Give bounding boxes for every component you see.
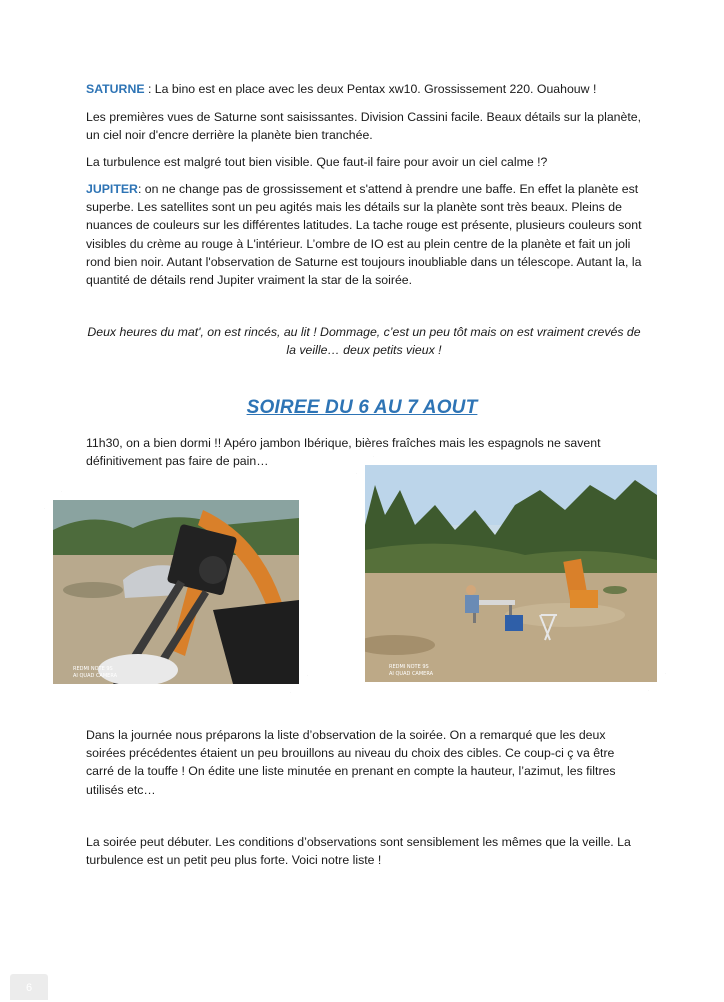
jupiter-text: : on ne change pas de grossissement et s'attend à prendre une baffe. En effet la planète est superbe. Les satellites sont un peu agités mais les détails sur la planète sont très beaux. Pleins de nuances de couleurs sur les différentes latitudes. La tache rouge est présente, plusieurs couleurs sont visibles du crème au rouge à L'intérieur. L’ombre de IO est au plein centre de la planète et fait un joli rond bien noir. Autant l'observation de Saturne est toujours inoubliable dans un télescope. Autant la, la quantité de détails rend Jupiter vraiment la star de la soirée. [86,182,642,288]
telescope-photo [44,491,308,693]
journee-paragraph: Dans la journée nous préparons la liste d’observation de la soirée. On a remarqué que les deux soirées précédentes étaient un peu brouillons au niveau du choix des cibles. Ce coup-ci ç va être carré de la touffe ! On édite une liste minutée en prenant en compte la hauteur, l’azimut, les filtres utilisés etc… [86,728,616,797]
left-watermark-2: AI QUAD CAMERA [73,673,118,679]
right-watermark-2: AI QUAD CAMERA [389,671,434,677]
jupiter-label: JUPITER [86,182,138,196]
camp-photo [356,456,666,691]
telescope-photo-image [53,500,299,684]
saturne-paragraph [86,80,642,98]
jupiter-paragraph [86,180,642,289]
soiree-paragraph: La soirée peut débuter. Les conditions d’observations sont sensiblement les mêmes que la veille. La turbulence est un petit peu plus forte. Voici notre liste ! [86,835,631,868]
intro-paragraph: 11h30, on a bien dormi !! Apéro jambon Ibérique, bières fraîches mais les espagnols ne savent définitivement pas faire de pain… [86,436,601,469]
right-watermark-1: REDMI NOTE 9S [389,664,429,670]
saturne-text: : La bino est en place avec les deux Pentax xw10. Grossissement 220. Ouahouw ! [144,82,597,96]
saturne-label: SATURNE [86,82,145,96]
turbulence-paragraph: La turbulence est malgré tout bien visible. Que faut-il faire pour avoir un ciel calme !? [86,155,548,169]
saturne-views-paragraph: Les premières vues de Saturne sont saisissantes. Division Cassini facile. Beaux détails sur la planète, un ciel noir d'encre derrière la planète bien tranchée. [86,110,642,143]
camp-photo-image [365,465,657,682]
italic-note: Deux heures du mat', on est rincés, au lit ! Dommage, c’est un peu tôt mais on est vraiment crevés de la veille… deux petits vieux ! [87,325,641,358]
left-watermark-1: REDMI NOTE 9S [73,666,113,672]
page-number: 6 [10,974,48,1000]
section-title: SOIREE DU 6 AU 7 AOUT [246,397,478,418]
